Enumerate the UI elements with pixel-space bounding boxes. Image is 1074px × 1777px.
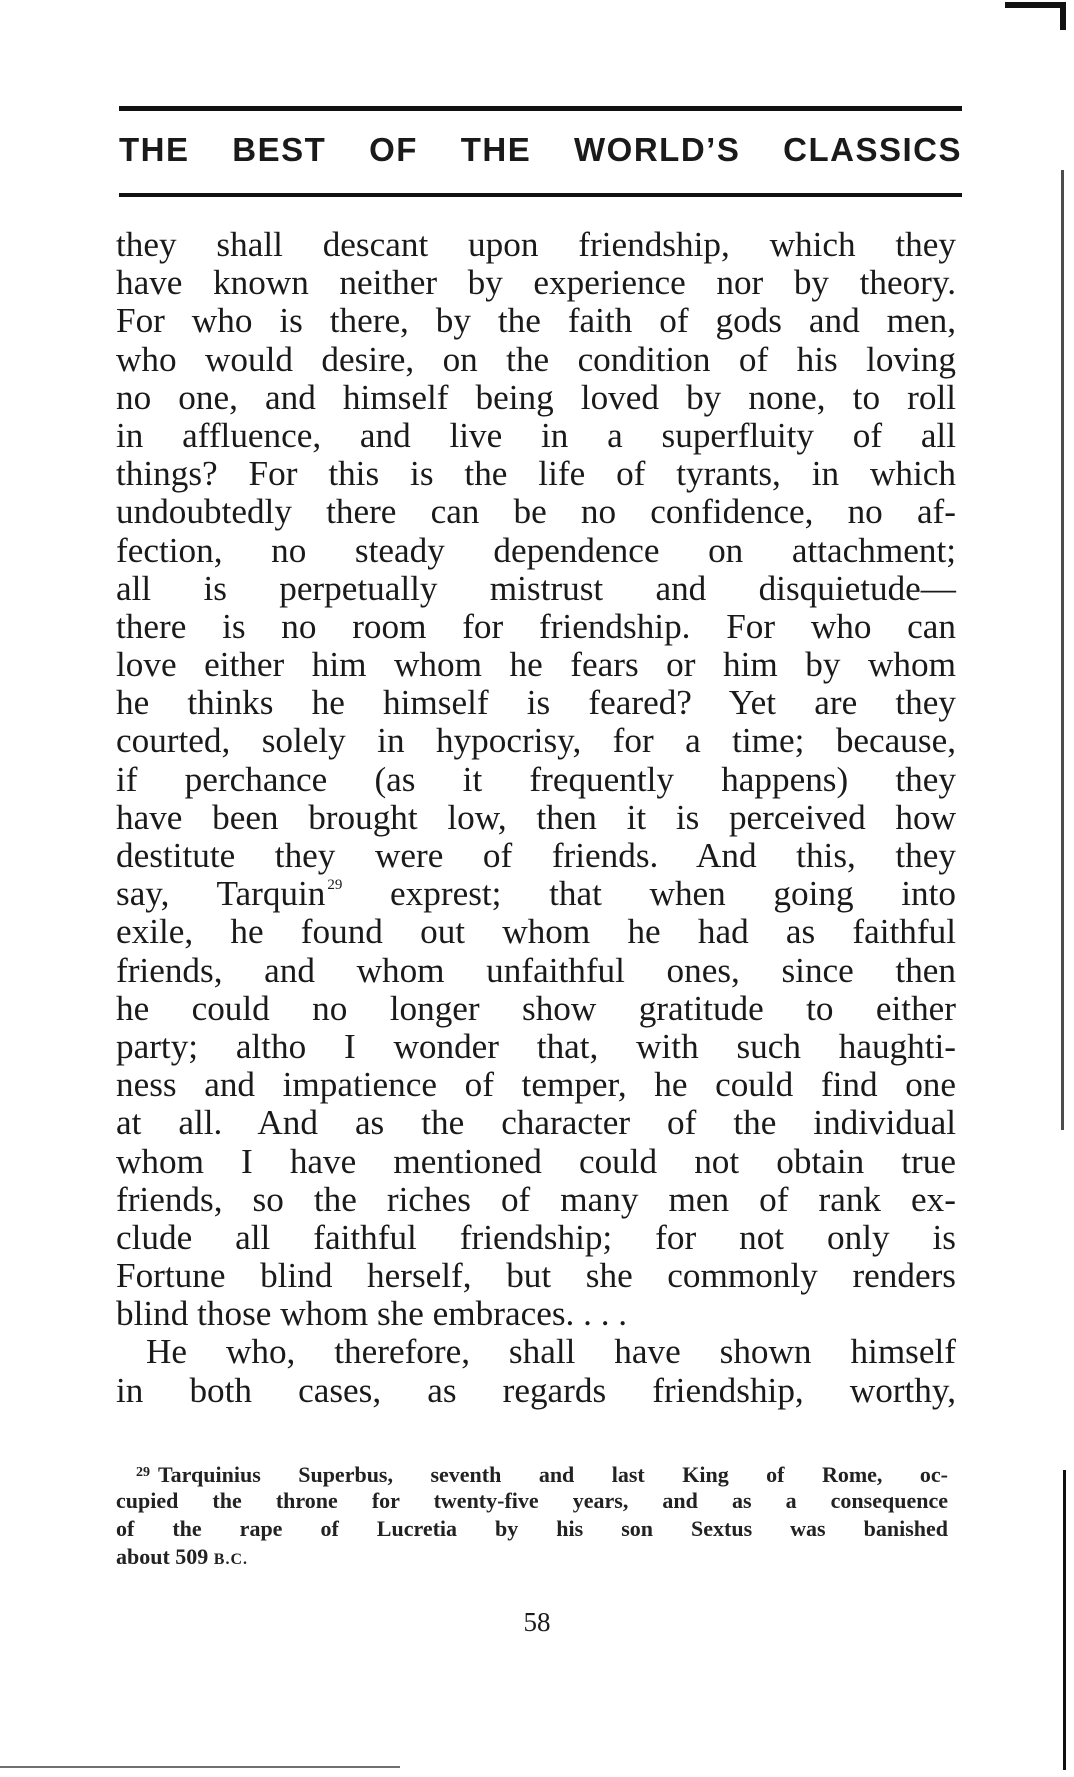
text-line: exile, he found out whom he had as faithful — [116, 912, 956, 952]
running-header: THE BEST OF THE WORLD’S CLASSICS — [119, 131, 962, 168]
text-line: ness and impatience of temper, he could find one — [116, 1065, 956, 1105]
footnote-number: 29 — [136, 1465, 150, 1480]
text-line: he could no longer show gratitude to either — [116, 988, 956, 1028]
header-bottom-rule — [119, 193, 962, 197]
text-line: have known neither by experience nor by theory. — [116, 263, 956, 303]
page-bottom-line — [0, 1766, 400, 1768]
text-line: destitute they were of friends. And this, they — [116, 836, 956, 875]
text-line: who would desire, on the condition of his loving — [116, 339, 956, 379]
text-line: no one, and himself being loved by none, to roll — [116, 377, 956, 417]
body-text — [116, 226, 956, 1410]
page-corner-mark — [1060, 2, 1066, 30]
page-edge-line — [1061, 170, 1064, 1130]
footnote — [116, 1459, 948, 1571]
text-line: courted, solely in hypocrisy, for a time; because, — [116, 721, 956, 761]
tarquin-text: say, Tarquin — [116, 874, 326, 914]
footnote-line: of the rape of Lucretia by his son Sextus was banished — [116, 1516, 948, 1541]
text-line: at all. And as the character of the individual — [116, 1103, 956, 1143]
page-edge-line — [1063, 1470, 1066, 1770]
footnote-era: B.C. — [213, 1551, 249, 1568]
footnote-reference[interactable]: 29 — [327, 877, 343, 894]
text-line: if perchance (as it frequently happens) they — [116, 759, 956, 799]
text-line: blind those whom she embraces. . . . — [116, 1294, 628, 1334]
text-line: fection, no steady dependence on attachment; — [116, 530, 956, 570]
text-line-paragraph-start: He who, therefore, shall have shown himself — [146, 1332, 956, 1372]
tarquin-text-continued: exprest; that when going into — [342, 874, 956, 914]
text-line: party; altho I wonder that, with such haughti- — [116, 1026, 956, 1066]
header-top-rule — [119, 106, 962, 111]
text-line: friends, and whom unfaithful ones, since then — [116, 950, 956, 990]
text-line: undoubtedly there can be no confidence, no af- — [116, 492, 956, 532]
text-line: all is perpetually mistrust and disquietude— — [116, 568, 956, 608]
footnote-text: Tarquinius Superbus, seventh and last King of Rome, oc- — [158, 1462, 948, 1487]
footnote-text: about 509 — [116, 1544, 209, 1569]
text-line: have been brought low, then it is perceived how — [116, 797, 956, 837]
page-corner-mark — [1005, 2, 1065, 8]
text-line: whom I have mentioned could not obtain true — [116, 1141, 956, 1181]
footnote-line — [116, 1459, 948, 1487]
text-line: clude all faithful friendship; for not only is — [116, 1217, 956, 1257]
text-line: there is no room for friendship. For who can — [116, 606, 956, 646]
text-line: love either him whom he fears or him by whom — [116, 645, 956, 685]
text-line-tarquin — [116, 875, 956, 913]
text-line: he thinks he himself is feared? Yet are they — [116, 683, 956, 723]
text-line: things? For this is the life of tyrants, in which — [116, 454, 956, 494]
text-line: in affluence, and live in a superfluity of all — [116, 415, 956, 455]
text-line: in both cases, as regards friendship, worthy, — [116, 1370, 956, 1410]
text-line: For who is there, by the faith of gods and men, — [116, 301, 956, 341]
footnote-line — [116, 1543, 948, 1571]
footnote-line: cupied the throne for twenty-five years, and as a consequence — [116, 1488, 948, 1513]
text-line: Fortune blind herself, but she commonly renders — [116, 1256, 956, 1296]
text-line: they shall descant upon friendship, which they — [116, 225, 956, 264]
page-number: 58 — [523, 1607, 551, 1637]
text-line: friends, so the riches of many men of rank ex- — [116, 1179, 956, 1219]
